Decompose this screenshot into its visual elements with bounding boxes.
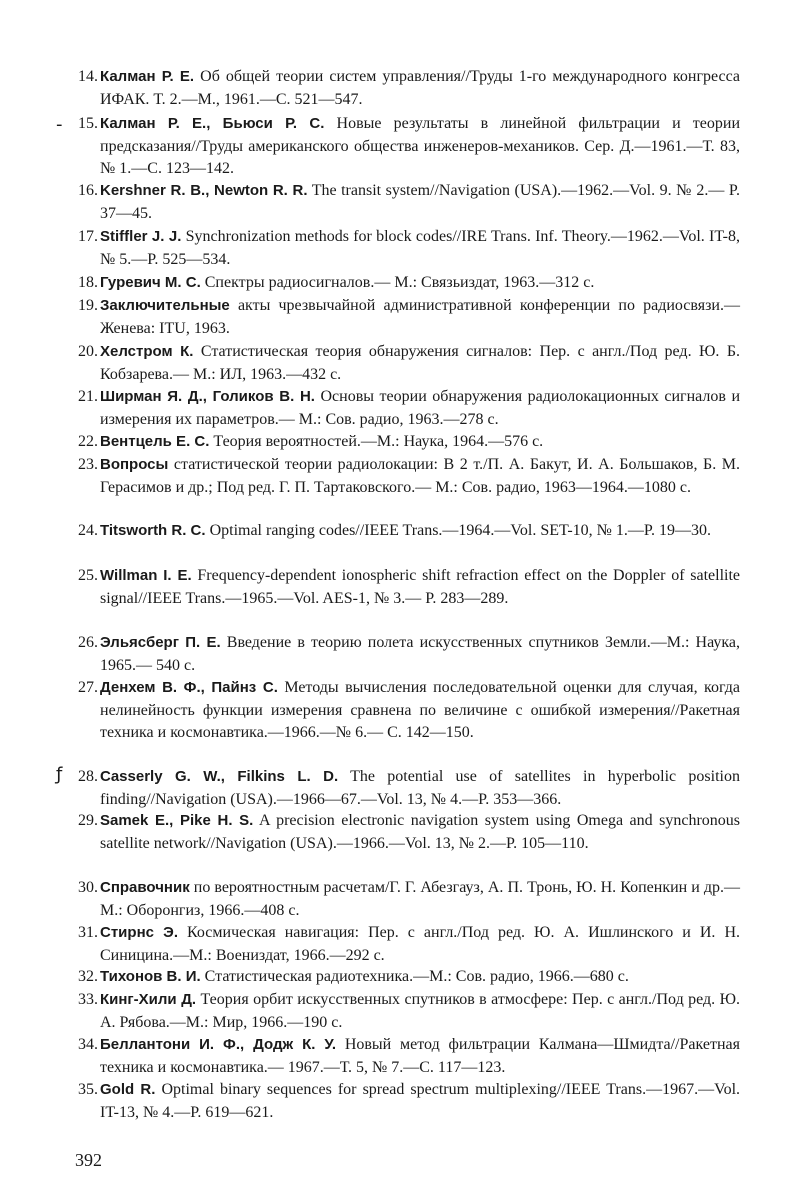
reference-number: 16. — [78, 182, 98, 199]
reference-number: 24. — [78, 522, 98, 539]
reference-number: 27. — [78, 679, 98, 696]
reference-entry — [78, 113, 741, 181]
reference-entry — [78, 1079, 741, 1124]
reference-number: 35. — [78, 1081, 98, 1098]
reference-entry — [78, 520, 740, 543]
reference-text: Теория вероятностей.—М.: Наука, 1964.—576 с. — [213, 433, 544, 450]
reference-authors: Тихонов В. И. — [100, 968, 201, 985]
reference-number: 28. — [78, 768, 98, 785]
reference-authors: Samek E., Pike H. S. — [100, 812, 254, 829]
reference-entry — [78, 766, 740, 811]
reference-entry — [78, 810, 740, 855]
reference-entry — [78, 66, 741, 111]
reference-text: Космическая навигация: Пер. с англ./Под ред. Ю. А. Ишлинского и И. Н. Синицина.—М.: Воениздат, 1966.—292 с. — [100, 924, 741, 964]
reference-authors: Titsworth R. C. — [100, 522, 206, 539]
reference-entry — [78, 632, 741, 677]
margin-mark: ƒ — [56, 764, 63, 785]
reference-number: 32. — [78, 968, 98, 985]
reference-text: Frequency-dependent ionospheric shift refraction effect on the Doppler of satellite signal//IEEE Trans.—1965.—Vol. AES-1, № 3.— P. 283—289. — [100, 567, 741, 607]
reference-number: 14. — [78, 68, 98, 85]
page-number: 392 — [75, 1150, 102, 1170]
reference-number: 19. — [78, 297, 98, 314]
reference-number: 26. — [78, 634, 98, 651]
margin-mark: - — [56, 114, 63, 135]
reference-entry — [78, 341, 741, 386]
reference-entry — [78, 386, 741, 431]
reference-text: акты чрезвычайной административной конференции по радиосвязи.—Женева: ITU, 1963. — [100, 297, 740, 337]
reference-authors: Заключительные — [100, 297, 230, 314]
reference-number: 18. — [78, 274, 98, 291]
reference-authors: Вопросы — [100, 456, 169, 473]
reference-entry — [78, 431, 740, 454]
reference-authors: Беллантони И. Ф., Додж К. У. — [100, 1036, 337, 1053]
reference-number: 30. — [78, 879, 98, 896]
reference-number: 17. — [78, 228, 98, 245]
reference-number: 23. — [78, 456, 98, 473]
reference-number: 21. — [78, 388, 98, 405]
reference-text: Спектры радиосигналов.— М.: Связьиздат, 1963.—312 с. — [204, 274, 595, 291]
reference-entry — [78, 966, 740, 989]
reference-entry — [78, 922, 741, 967]
reference-text: Новый метод фильтрации Калмана—Шмидта//Ракетная техника и космонавтика.— 1967.—Т. 5, № 7.—С. 117—123. — [100, 1036, 740, 1076]
reference-text: Synchronization methods for block codes//IRE Trans. Inf. Theory.—1962.—Vol. IT-8, № 5.—P. 525—534. — [100, 228, 740, 268]
reference-text: Теория орбит искусственных спутников в атмосфере: Пер. с англ./Под ред. Ю. А. Рябова.—М.: Мир, 1966.—190 с. — [100, 991, 741, 1031]
reference-authors: Денхем В. Ф., Пайнз С. — [100, 679, 278, 696]
reference-authors: Калман Р. Е., Бьюси Р. С. — [100, 115, 325, 132]
reference-number: 20. — [78, 343, 98, 360]
reference-text: Введение в теорию полета искусственных спутников Земли.—М.: Наука, 1965.— 540 с. — [100, 634, 741, 674]
reference-authors: Калман Р. Е. — [100, 68, 195, 85]
reference-authors: Эльясберг П. Е. — [100, 634, 221, 651]
reference-text: A precision electronic navigation system using Omega and synchronous satellite network//Navigation (USA).—1966.—Vol. 13, № 2.—P. 105—110. — [100, 812, 740, 852]
reference-authors: Стирнс Э. — [100, 924, 178, 941]
reference-authors: Gold R. — [100, 1081, 156, 1098]
reference-entry — [78, 295, 740, 340]
reference-authors: Casserly G. W., Filkins L. D. — [100, 768, 339, 785]
reference-entry — [78, 565, 741, 610]
reference-entry — [78, 1034, 740, 1079]
reference-authors: Ширман Я. Д., Голиков В. Н. — [100, 388, 315, 405]
reference-authors: Willman I. E. — [100, 567, 192, 584]
reference-authors: Хелстром К. — [100, 343, 194, 360]
reference-text: Optimal ranging codes//IEEE Trans.—1964.—Vol. SET-10, № 1.—P. 19—30. — [209, 522, 712, 539]
reference-authors: Вентцель Е. С. — [100, 433, 210, 450]
reference-text: The potential use of satellites in hyperbolic position finding//Navigation (USA).—1966—67.—Vol. 13, № 4.—P. 353—366. — [100, 768, 740, 808]
reference-entry — [78, 454, 741, 499]
reference-text: Optimal binary sequences for spread spectrum multiplexing//IEEE Trans.—1967.—Vol. IT-13, № 4.—P. 619—621. — [100, 1081, 741, 1121]
reference-entry — [78, 877, 740, 922]
reference-text: Статистическая радиотехника.—М.: Сов. радио, 1966.—680 с. — [204, 968, 629, 985]
reference-text: статистической теории радиолокации: В 2 т./П. А. Бакут, И. А. Большаков, Б. М. Герасимов и др.; Под ред. Г. П. Тартаковского.— М.: Сов. радио, 1963—1964.—1080 с. — [100, 456, 741, 496]
reference-text: The transit system//Navigation (USA).—1962.—Vol. 9. № 2.— P. 37—45. — [100, 182, 740, 222]
reference-text: по вероятностным расчетам/Г. Г. Абезгауз, А. П. Тронь, Ю. Н. Копенкин и др.—М.: Оборонгиз, 1966.—408 с. — [100, 879, 740, 919]
reference-entry — [78, 677, 741, 745]
reference-authors: Гуревич М. С. — [100, 274, 201, 291]
reference-authors: Кинг-Хили Д. — [100, 991, 197, 1008]
reference-text: Статистическая теория обнаружения сигналов: Пер. с англ./Под ред. Ю. Б. Кобзарева.— М.: ИЛ, 1963.—432 с. — [100, 343, 741, 383]
reference-entry — [78, 989, 741, 1034]
reference-authors: Справочник — [100, 879, 190, 896]
reference-text: Об общей теории систем управления//Труды 1-го международного конгресса ИФАК. Т. 2.—М., 1961.—С. 521—547. — [100, 68, 741, 108]
reference-text: Основы теории обнаружения радиолокационных сигналов и измерения их параметров.— М.: Сов. радио, 1963.—278 с. — [100, 388, 741, 428]
reference-number: 15. — [78, 115, 98, 132]
reference-authors: Stiffler J. J. — [100, 228, 182, 245]
reference-entry — [78, 180, 740, 225]
reference-entry — [78, 226, 740, 271]
reference-text: Методы вычисления последовательной оценки для случая, когда нелинейность функции измерения сравнена по величине с ошибкой измерения//Ракетная техника и космонавтика.—1966.—№ 6.— С. 142—150. — [100, 679, 741, 741]
reference-text: Новые результаты в линейной фильтрации и теории предсказания//Труды американского общества инженеров-механиков. Сер. Д.—1961.—Т. 83, № 1.—С. 123—142. — [100, 115, 741, 177]
reference-authors: Kershner R. B., Newton R. R. — [100, 182, 308, 199]
reference-number: 25. — [78, 567, 98, 584]
reference-number: 31. — [78, 924, 98, 941]
reference-number: 34. — [78, 1036, 98, 1053]
reference-number: 29. — [78, 812, 98, 829]
reference-number: 22. — [78, 433, 98, 450]
reference-number: 33. — [78, 991, 98, 1008]
reference-entry — [78, 272, 740, 295]
